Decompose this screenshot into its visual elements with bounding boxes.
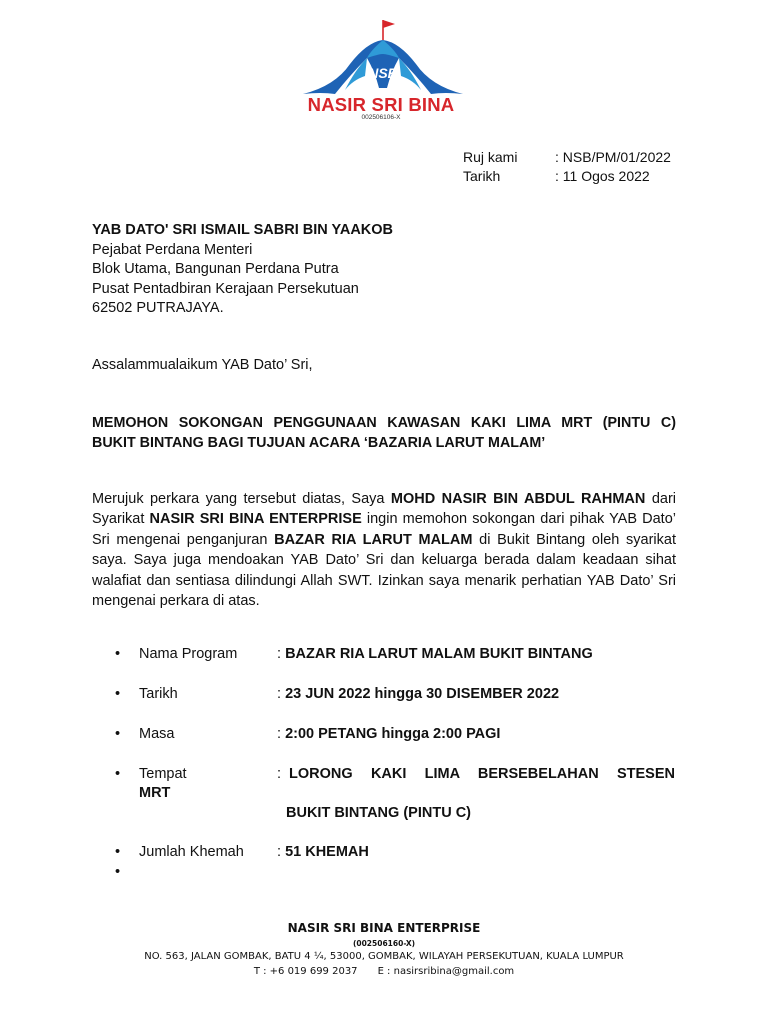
- ref-label: Ruj kami: [463, 149, 518, 165]
- detail-value-place-wrap: MRT: [139, 785, 171, 801]
- address-line: 62502 PUTRAJAYA.: [92, 300, 224, 316]
- footer-contact: [0, 966, 768, 977]
- footer-address: NO. 563, JALAN GOMBAK, BATU 4 ¼, 53000, GOMBAK, WILAYAH PERSEKUTUAN, KUALA LUMPUR: [144, 951, 624, 962]
- bullet: •: [115, 646, 121, 662]
- footer-company: NASIR SRI BINA ENTERPRISE: [287, 921, 481, 935]
- body-text: ingin memohon sokongan dari pihak YAB Dato’ Sri mengenai penganjuran: [92, 511, 676, 548]
- body-bold-event: BAZAR RIA LARUT MALAM: [274, 531, 473, 548]
- detail-label-time: Masa: [139, 726, 175, 742]
- detail-value-program: : BAZAR RIA LARUT MALAM BUKIT BINTANG: [277, 646, 593, 662]
- detail-label-program: Nama Program: [139, 646, 238, 662]
- brand-registration: 002506106-X: [361, 114, 401, 121]
- footer-registration: (002506160-X): [352, 939, 416, 948]
- body-bold-company: NASIR SRI BINA ENTERPRISE: [149, 511, 362, 528]
- subject-line-1: MEMOHON SOKONGAN PENGGUNAAN KAWASAN KAKI LIMA MRT (PINTU C): [92, 415, 676, 431]
- detail-value-place-2: BUKIT BINTANG (PINTU C): [286, 805, 471, 821]
- address-line: Blok Utama, Bangunan Perdana Putra: [92, 261, 339, 277]
- detail-value-time: : 2:00 PETANG hingga 2:00 PAGI: [277, 726, 501, 742]
- body-paragraph: [92, 489, 676, 611]
- body-bold-name: MOHD NASIR BIN ABDUL RAHMAN: [390, 491, 646, 507]
- detail-value-place: : LORONG KAKI LIMA BERSEBELAHAN STESEN: [277, 766, 675, 782]
- body-text: Merujuk perkara yang tersebut diatas, Saya: [92, 491, 391, 507]
- footer-phone: T : +6 019 699 2037: [253, 966, 358, 977]
- recipient-name: YAB DATO' SRI ISMAIL SABRI BIN YAAKOB: [92, 222, 394, 238]
- logo-monogram: NSB: [368, 65, 398, 81]
- bullet-empty: •: [115, 864, 121, 880]
- ref-value: : NSB/PM/01/2022: [555, 149, 671, 165]
- subject-line-2: BUKIT BINTANG BAGI TUJUAN ACARA ‘BAZARIA LARUT MALAM’: [92, 435, 546, 451]
- bullet: •: [115, 844, 121, 860]
- address-line: Pejabat Perdana Menteri: [92, 241, 253, 258]
- brand-name: NASIR SRI BINA: [307, 94, 455, 115]
- bullet: •: [115, 766, 121, 782]
- detail-value-tents: : 51 KHEMAH: [277, 844, 369, 860]
- letter-subject: [92, 413, 676, 453]
- recipient-address: [92, 221, 393, 319]
- greeting: Assalammualaikum YAB Dato’ Sri,: [92, 357, 313, 373]
- bullet: •: [115, 686, 121, 702]
- date-label: Tarikh: [463, 168, 501, 184]
- detail-value-date: : 23 JUN 2022 hingga 30 DISEMBER 2022: [277, 686, 560, 702]
- footer-email[interactable]: E : nasirsribina@gmail.com: [377, 966, 515, 977]
- detail-label-date: Tarikh: [139, 686, 178, 702]
- body-text: di Bukit Bintang oleh syarikat saya. Saya juga mendoakan YAB Dato’ Sri dan keluarga berada dalam keadaan sihat walafiat dan sentiasa dilindungi Allah SWT. Izinkan saya menarik perhatian YAB Dato’ Sri mengenai perkara di atas.: [92, 531, 676, 610]
- body-text: dari Syarikat: [92, 491, 676, 528]
- date-value: : 11 Ogos 2022: [555, 168, 650, 184]
- detail-label-tents: Jumlah Khemah: [139, 844, 244, 860]
- address-line: Pusat Pentadbiran Kerajaan Persekutuan: [92, 280, 359, 297]
- bullet: •: [115, 726, 121, 742]
- detail-label-place: Tempat: [139, 766, 187, 782]
